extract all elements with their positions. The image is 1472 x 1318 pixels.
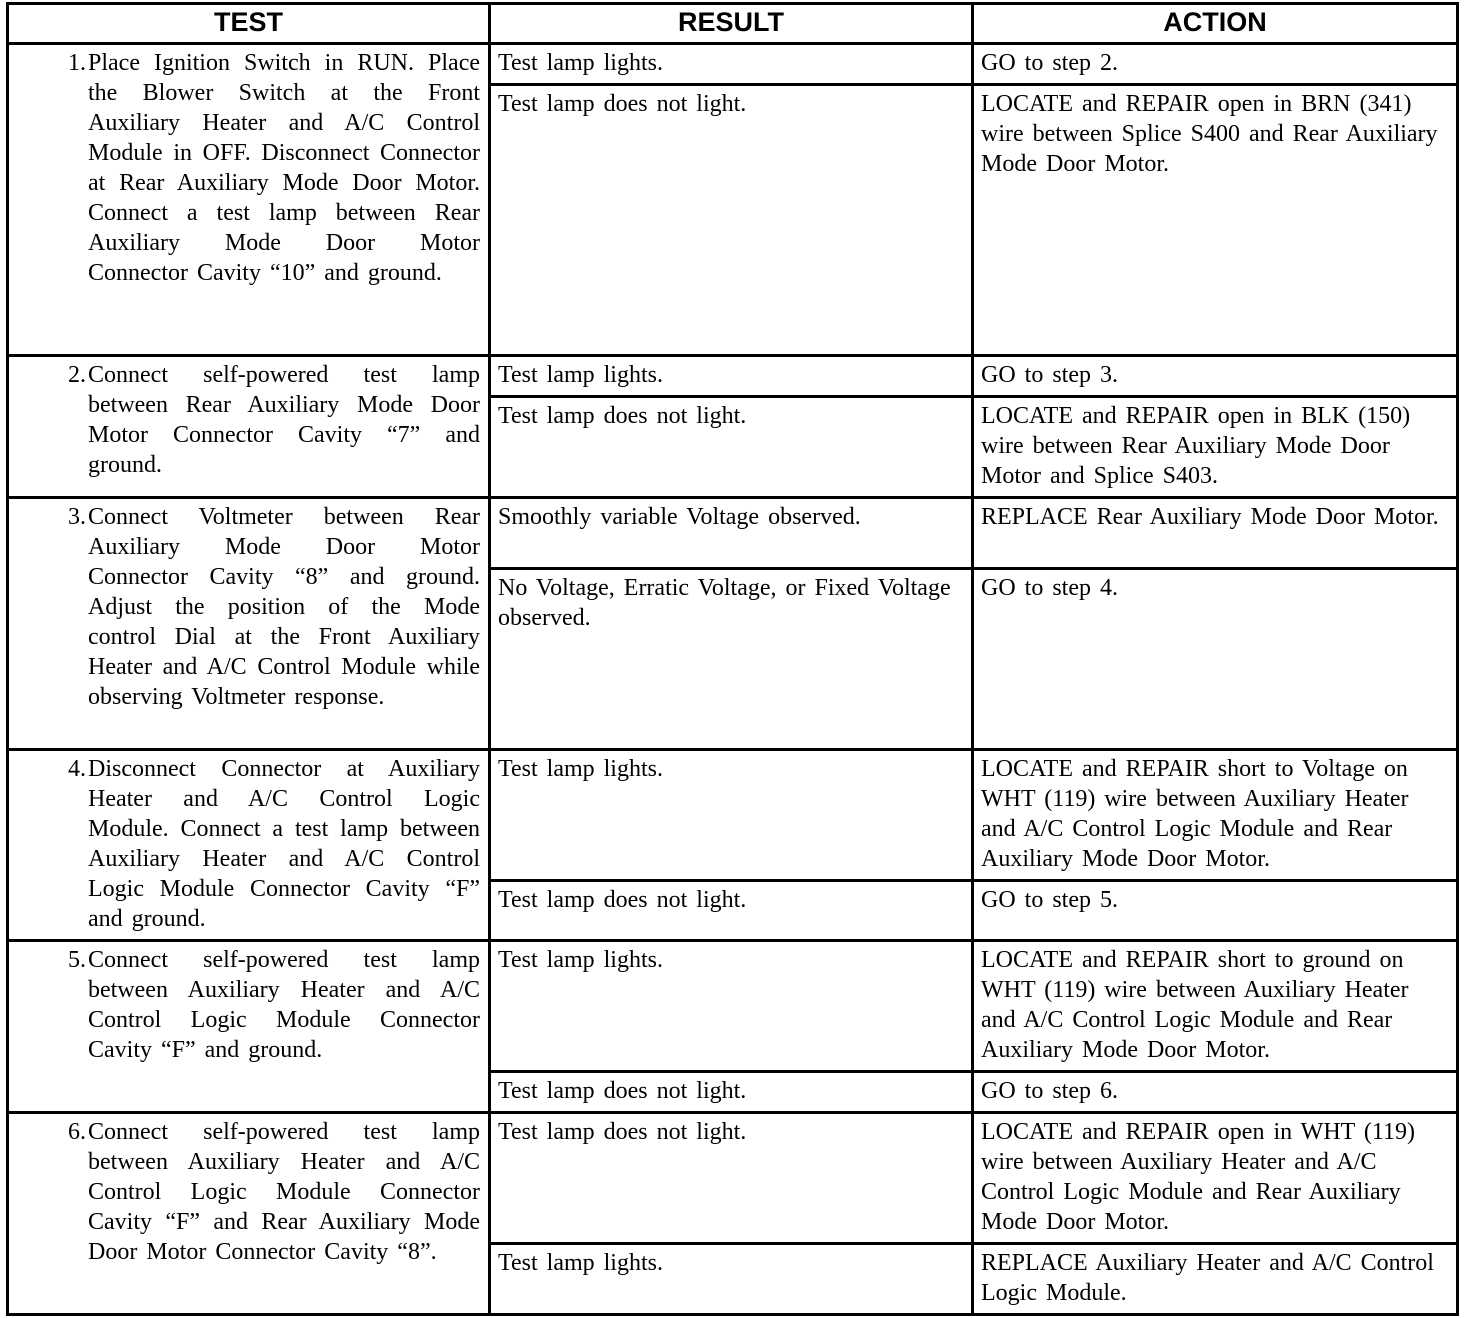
test-instruction: Connect self-powered test lamp between Auxiliary Heater and A/C Control Logic Module Connector Cavity “F” and Rear Auxiliary Mode Door Motor Connector Cavity “8”. (88, 1119, 480, 1265)
table-row (8, 356, 1458, 397)
action-cell: GO to step 2. (973, 44, 1458, 85)
test-cell (8, 498, 490, 750)
test-column-header: TEST (8, 4, 490, 44)
action-cell: GO to step 3. (973, 356, 1458, 397)
step-number: 5. (68, 947, 86, 973)
step-number: 6. (68, 1119, 86, 1145)
result-cell: Test lamp does not light. (490, 397, 973, 498)
action-cell: LOCATE and REPAIR short to Voltage on WHT (119) wire between Auxiliary Heater and A/C Control Logic Module and Rear Auxiliary Mode Door Motor. (973, 750, 1458, 881)
action-column-header: ACTION (973, 4, 1458, 44)
result-column-header: RESULT (490, 4, 973, 44)
action-cell: LOCATE and REPAIR open in BLK (150) wire between Rear Auxiliary Mode Door Motor and Splice S403. (973, 397, 1458, 498)
table-row (8, 498, 1458, 569)
action-cell: REPLACE Rear Auxiliary Mode Door Motor. (973, 498, 1458, 569)
result-cell: Test lamp does not light. (490, 881, 973, 941)
result-cell: Test lamp lights. (490, 941, 973, 1072)
result-cell: Test lamp does not light. (490, 85, 973, 356)
action-cell: LOCATE and REPAIR open in BRN (341) wire between Splice S400 and Rear Auxiliary Mode Door Motor. (973, 85, 1458, 356)
table-row (8, 750, 1458, 881)
action-cell: LOCATE and REPAIR open in WHT (119) wire between Auxiliary Heater and A/C Control Logic Module and Rear Auxiliary Mode Door Motor. (973, 1113, 1458, 1244)
result-cell: No Voltage, Erratic Voltage, or Fixed Voltage observed. (490, 569, 973, 750)
action-cell: LOCATE and REPAIR short to ground on WHT (119) wire between Auxiliary Heater and A/C Control Logic Module and Rear Auxiliary Mode Door Motor. (973, 941, 1458, 1072)
step-number: 3. (68, 504, 86, 530)
result-cell: Test lamp does not light. (490, 1072, 973, 1113)
step-number: 4. (68, 756, 86, 782)
result-cell: Test lamp lights. (490, 750, 973, 881)
test-cell (8, 750, 490, 941)
test-instruction: Place Ignition Switch in RUN. Place the Blower Switch at the Front Auxiliary Heater and A/C Control Module in OFF. Disconnect Connector at Rear Auxiliary Mode Door Motor. Connect a test lamp between Rear Auxiliary Mode Door Motor Connector Cavity “10” and ground. (88, 50, 480, 286)
header-row (8, 4, 1458, 44)
test-instruction: Connect self-powered test lamp between Rear Auxiliary Mode Door Motor Connector Cavity “7” and ground. (88, 362, 480, 478)
result-cell: Test lamp lights. (490, 44, 973, 85)
result-cell: Smoothly variable Voltage observed. (490, 498, 973, 569)
result-cell: Test lamp lights. (490, 356, 973, 397)
action-cell: GO to step 6. (973, 1072, 1458, 1113)
test-cell (8, 356, 490, 498)
test-cell (8, 44, 490, 356)
action-cell: GO to step 5. (973, 881, 1458, 941)
step-number: 1. (68, 50, 86, 76)
test-instruction: Disconnect Connector at Auxiliary Heater and A/C Control Logic Module. Connect a test lamp between Auxiliary Heater and A/C Control Logic Module Connector Cavity “F” and ground. (88, 756, 480, 932)
step-number: 2. (68, 362, 86, 388)
test-cell (8, 1113, 490, 1315)
result-cell: Test lamp lights. (490, 1244, 973, 1315)
action-cell: GO to step 4. (973, 569, 1458, 750)
table-row (8, 1113, 1458, 1244)
action-cell: REPLACE Auxiliary Heater and A/C Control Logic Module. (973, 1244, 1458, 1315)
table-row (8, 941, 1458, 1072)
test-instruction: Connect Voltmeter between Rear Auxiliary Mode Door Motor Connector Cavity “8” and ground. Adjust the position of the Mode control Dial at the Front Auxiliary Heater and A/C Control Module while observing Voltmeter response. (88, 504, 480, 710)
diagnostic-table (6, 2, 1459, 1316)
test-cell (8, 941, 490, 1113)
result-cell: Test lamp does not light. (490, 1113, 973, 1244)
test-instruction: Connect self-powered test lamp between Auxiliary Heater and A/C Control Logic Module Connector Cavity “F” and ground. (88, 947, 480, 1063)
table-row (8, 44, 1458, 85)
